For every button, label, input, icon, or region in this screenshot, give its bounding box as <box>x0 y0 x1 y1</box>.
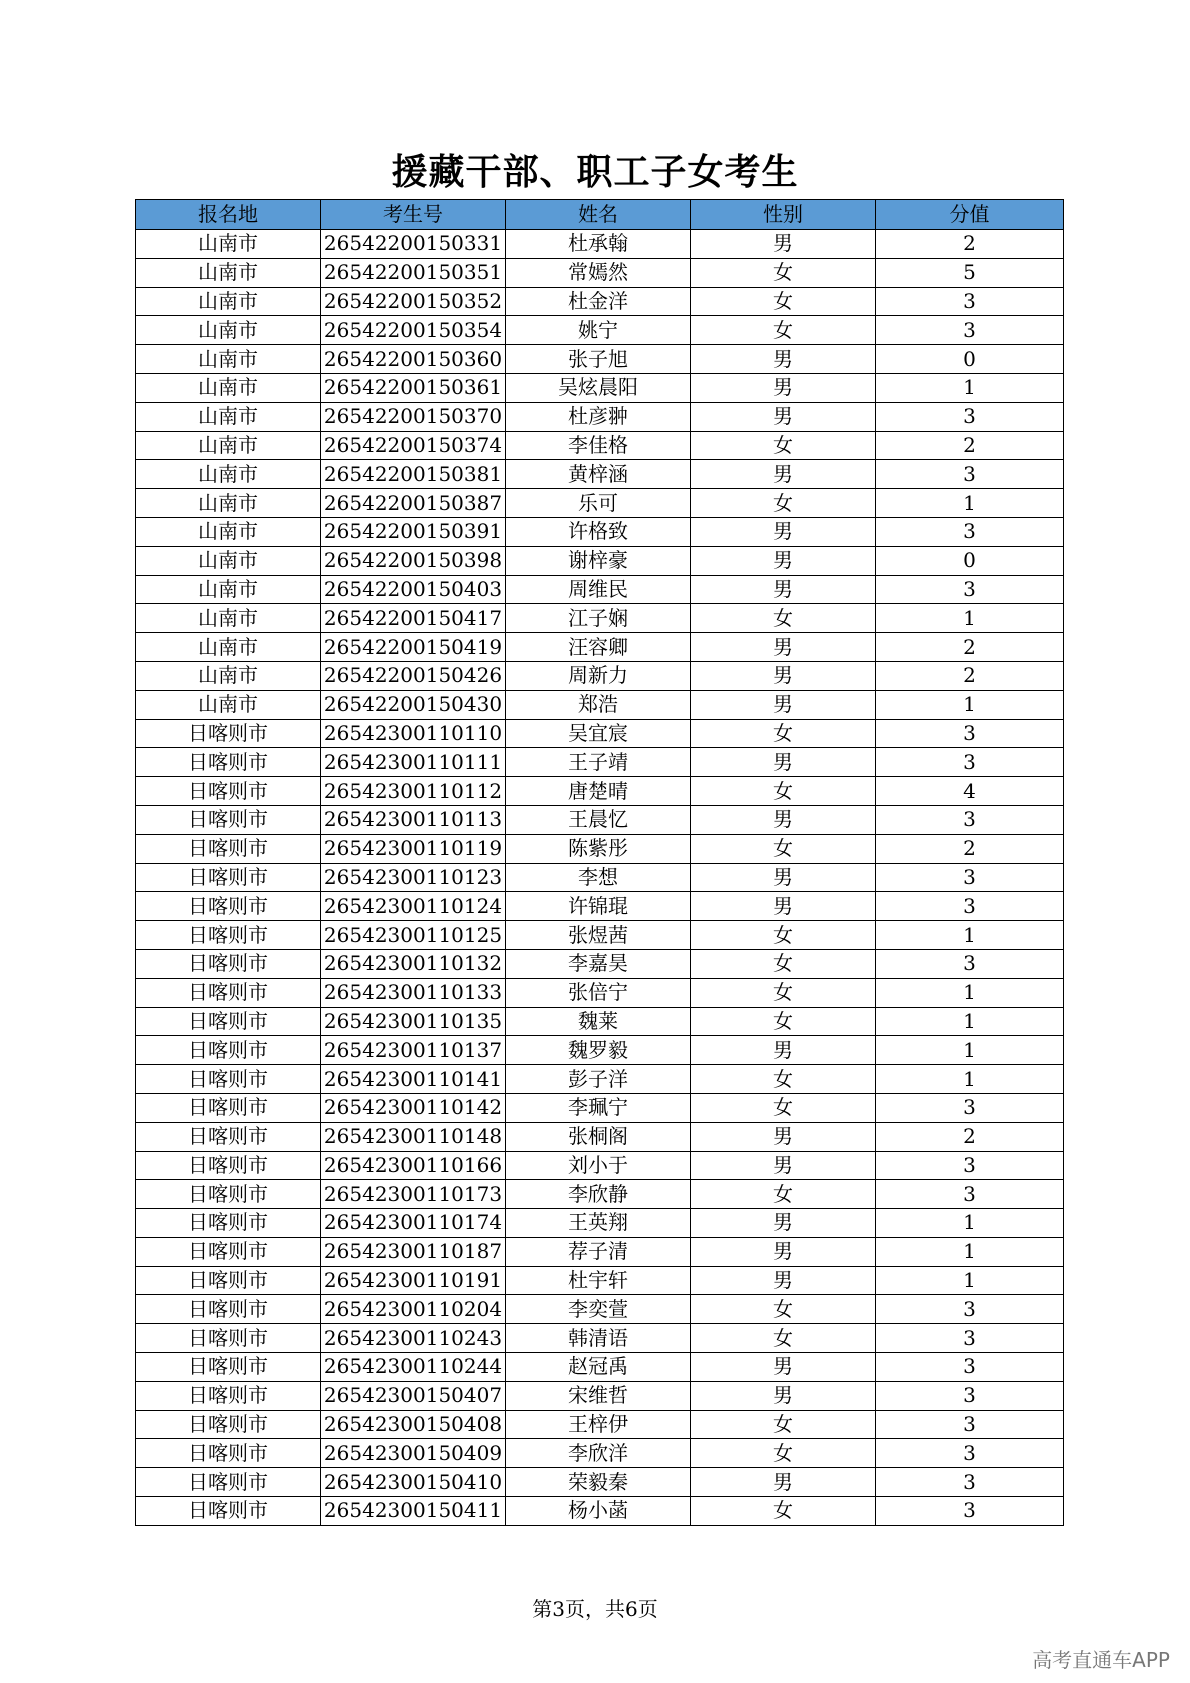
cell-registration-place: 日喀则市 <box>136 1237 321 1266</box>
cell-name: 杜承翰 <box>506 230 691 259</box>
table-row <box>136 575 1064 604</box>
cell-score: 3 <box>876 949 1064 978</box>
cell-gender: 男 <box>691 345 876 374</box>
cell-registration-place: 日喀则市 <box>136 1381 321 1410</box>
table-row <box>136 1007 1064 1036</box>
table-row <box>136 805 1064 834</box>
cell-registration-place: 山南市 <box>136 460 321 489</box>
cell-gender: 女 <box>691 921 876 950</box>
cell-candidate-number: 26542300110174 <box>321 1209 506 1238</box>
table-row <box>136 345 1064 374</box>
cell-score: 3 <box>876 748 1064 777</box>
cell-registration-place: 山南市 <box>136 604 321 633</box>
cell-name: 王晨忆 <box>506 805 691 834</box>
cell-candidate-number: 26542300110137 <box>321 1036 506 1065</box>
cell-gender: 女 <box>691 258 876 287</box>
cell-name: 杜金洋 <box>506 287 691 316</box>
cell-registration-place: 山南市 <box>136 690 321 719</box>
cell-score: 3 <box>876 575 1064 604</box>
cell-gender: 男 <box>691 1381 876 1410</box>
table-row <box>136 1151 1064 1180</box>
table-row <box>136 748 1064 777</box>
cell-registration-place: 日喀则市 <box>136 1209 321 1238</box>
cell-registration-place: 日喀则市 <box>136 978 321 1007</box>
table-row <box>136 402 1064 431</box>
cell-registration-place: 山南市 <box>136 517 321 546</box>
table-row <box>136 1036 1064 1065</box>
cell-registration-place: 日喀则市 <box>136 1151 321 1180</box>
table-row <box>136 1180 1064 1209</box>
cell-candidate-number: 26542300110166 <box>321 1151 506 1180</box>
cell-gender: 男 <box>691 460 876 489</box>
cell-candidate-number: 26542200150351 <box>321 258 506 287</box>
table-row <box>136 546 1064 575</box>
cell-name: 魏莱 <box>506 1007 691 1036</box>
cell-name: 张桐阁 <box>506 1122 691 1151</box>
cell-score: 3 <box>876 1381 1064 1410</box>
cell-registration-place: 日喀则市 <box>136 1036 321 1065</box>
cell-score: 1 <box>876 1237 1064 1266</box>
candidate-table <box>135 199 1064 1526</box>
cell-score: 1 <box>876 690 1064 719</box>
cell-candidate-number: 26542300110244 <box>321 1353 506 1382</box>
cell-candidate-number: 26542300110204 <box>321 1295 506 1324</box>
cell-registration-place: 日喀则市 <box>136 1266 321 1295</box>
cell-name: 江子娴 <box>506 604 691 633</box>
table-row <box>136 633 1064 662</box>
cell-name: 吴宜宸 <box>506 719 691 748</box>
table-row <box>136 661 1064 690</box>
column-header-candidate-number: 考生号 <box>321 200 506 230</box>
cell-gender: 男 <box>691 402 876 431</box>
cell-name: 韩清语 <box>506 1324 691 1353</box>
cell-gender: 男 <box>691 661 876 690</box>
cell-registration-place: 日喀则市 <box>136 834 321 863</box>
cell-score: 1 <box>876 373 1064 402</box>
cell-registration-place: 山南市 <box>136 546 321 575</box>
cell-registration-place: 日喀则市 <box>136 777 321 806</box>
cell-candidate-number: 26542200150398 <box>321 546 506 575</box>
cell-score: 3 <box>876 402 1064 431</box>
cell-score: 1 <box>876 1065 1064 1094</box>
cell-gender: 女 <box>691 604 876 633</box>
cell-registration-place: 日喀则市 <box>136 1180 321 1209</box>
cell-name: 刘小于 <box>506 1151 691 1180</box>
cell-score: 2 <box>876 633 1064 662</box>
table-row <box>136 604 1064 633</box>
cell-registration-place: 山南市 <box>136 287 321 316</box>
cell-gender: 男 <box>691 230 876 259</box>
table-row <box>136 460 1064 489</box>
cell-score: 2 <box>876 834 1064 863</box>
cell-gender: 女 <box>691 1439 876 1468</box>
table-header-row <box>136 200 1064 230</box>
watermark: 高考直通车APP <box>1032 1648 1170 1672</box>
cell-gender: 女 <box>691 1065 876 1094</box>
cell-registration-place: 日喀则市 <box>136 1439 321 1468</box>
cell-name: 张子旭 <box>506 345 691 374</box>
cell-name: 李珮宁 <box>506 1093 691 1122</box>
cell-score: 1 <box>876 1209 1064 1238</box>
cell-score: 3 <box>876 316 1064 345</box>
cell-candidate-number: 26542300110112 <box>321 777 506 806</box>
cell-name: 张倍宁 <box>506 978 691 1007</box>
table-row <box>136 373 1064 402</box>
cell-score: 2 <box>876 431 1064 460</box>
cell-candidate-number: 26542300110187 <box>321 1237 506 1266</box>
table-row <box>136 1093 1064 1122</box>
cell-name: 荐子清 <box>506 1237 691 1266</box>
cell-score: 3 <box>876 1497 1064 1526</box>
table-row <box>136 258 1064 287</box>
cell-name: 彭子洋 <box>506 1065 691 1094</box>
cell-name: 李欣洋 <box>506 1439 691 1468</box>
cell-name: 荣毅秦 <box>506 1468 691 1497</box>
cell-name: 张煜茜 <box>506 921 691 950</box>
cell-registration-place: 日喀则市 <box>136 1324 321 1353</box>
cell-name: 李想 <box>506 863 691 892</box>
cell-registration-place: 日喀则市 <box>136 1410 321 1439</box>
cell-score: 3 <box>876 719 1064 748</box>
cell-registration-place: 山南市 <box>136 258 321 287</box>
cell-score: 3 <box>876 1093 1064 1122</box>
cell-name: 周维民 <box>506 575 691 604</box>
table-row <box>136 1381 1064 1410</box>
cell-score: 2 <box>876 230 1064 259</box>
cell-score: 3 <box>876 1324 1064 1353</box>
table-row <box>136 921 1064 950</box>
cell-score: 1 <box>876 1266 1064 1295</box>
table-row <box>136 1065 1064 1094</box>
cell-candidate-number: 26542200150430 <box>321 690 506 719</box>
cell-candidate-number: 26542200150352 <box>321 287 506 316</box>
cell-score: 3 <box>876 517 1064 546</box>
cell-name: 汪容卿 <box>506 633 691 662</box>
cell-registration-place: 山南市 <box>136 633 321 662</box>
cell-name: 许锦琨 <box>506 892 691 921</box>
cell-candidate-number: 26542200150387 <box>321 489 506 518</box>
cell-gender: 男 <box>691 748 876 777</box>
cell-registration-place: 日喀则市 <box>136 949 321 978</box>
cell-name: 李欣静 <box>506 1180 691 1209</box>
cell-score: 1 <box>876 604 1064 633</box>
cell-registration-place: 日喀则市 <box>136 1295 321 1324</box>
cell-candidate-number: 26542300110148 <box>321 1122 506 1151</box>
table-row <box>136 287 1064 316</box>
cell-gender: 男 <box>691 863 876 892</box>
table-row <box>136 1209 1064 1238</box>
table-row <box>136 1324 1064 1353</box>
cell-name: 姚宁 <box>506 316 691 345</box>
cell-candidate-number: 26542300150407 <box>321 1381 506 1410</box>
cell-gender: 女 <box>691 431 876 460</box>
cell-candidate-number: 26542300110142 <box>321 1093 506 1122</box>
cell-score: 3 <box>876 1468 1064 1497</box>
cell-candidate-number: 26542200150391 <box>321 517 506 546</box>
cell-registration-place: 山南市 <box>136 345 321 374</box>
cell-score: 4 <box>876 777 1064 806</box>
cell-score: 3 <box>876 805 1064 834</box>
table-row <box>136 1468 1064 1497</box>
cell-registration-place: 日喀则市 <box>136 719 321 748</box>
cell-registration-place: 山南市 <box>136 431 321 460</box>
cell-candidate-number: 26542200150360 <box>321 345 506 374</box>
cell-name: 李奕萱 <box>506 1295 691 1324</box>
table-row <box>136 1122 1064 1151</box>
column-header-registration-place: 报名地 <box>136 200 321 230</box>
cell-registration-place: 日喀则市 <box>136 748 321 777</box>
table-row <box>136 316 1064 345</box>
cell-name: 王梓伊 <box>506 1410 691 1439</box>
cell-score: 3 <box>876 1180 1064 1209</box>
cell-candidate-number: 26542200150374 <box>321 431 506 460</box>
table-row <box>136 230 1064 259</box>
table-row <box>136 1295 1064 1324</box>
cell-gender: 男 <box>691 1237 876 1266</box>
table-row <box>136 719 1064 748</box>
cell-candidate-number: 26542300110191 <box>321 1266 506 1295</box>
table-body <box>136 230 1064 1526</box>
cell-registration-place: 日喀则市 <box>136 805 321 834</box>
cell-gender: 男 <box>691 1468 876 1497</box>
cell-gender: 男 <box>691 690 876 719</box>
cell-score: 3 <box>876 863 1064 892</box>
cell-gender: 女 <box>691 1410 876 1439</box>
cell-gender: 男 <box>691 1353 876 1382</box>
cell-candidate-number: 26542300110173 <box>321 1180 506 1209</box>
table-row <box>136 1266 1064 1295</box>
table-row <box>136 1439 1064 1468</box>
cell-candidate-number: 26542300110125 <box>321 921 506 950</box>
cell-score: 0 <box>876 546 1064 575</box>
cell-candidate-number: 26542200150419 <box>321 633 506 662</box>
cell-score: 1 <box>876 1036 1064 1065</box>
cell-score: 1 <box>876 489 1064 518</box>
cell-gender: 男 <box>691 517 876 546</box>
cell-score: 5 <box>876 258 1064 287</box>
cell-gender: 男 <box>691 575 876 604</box>
cell-candidate-number: 26542200150370 <box>321 402 506 431</box>
cell-candidate-number: 26542300110111 <box>321 748 506 777</box>
cell-candidate-number: 26542300110135 <box>321 1007 506 1036</box>
table-row <box>136 1497 1064 1526</box>
cell-registration-place: 山南市 <box>136 373 321 402</box>
table-row <box>136 892 1064 921</box>
cell-gender: 女 <box>691 834 876 863</box>
page-number: 第3页，共6页 <box>532 1597 658 1621</box>
cell-registration-place: 日喀则市 <box>136 1353 321 1382</box>
cell-registration-place: 日喀则市 <box>136 1122 321 1151</box>
cell-registration-place: 山南市 <box>136 230 321 259</box>
cell-score: 3 <box>876 1410 1064 1439</box>
cell-name: 杜宇轩 <box>506 1266 691 1295</box>
cell-gender: 男 <box>691 1036 876 1065</box>
cell-registration-place: 日喀则市 <box>136 1093 321 1122</box>
cell-gender: 女 <box>691 1295 876 1324</box>
table-row <box>136 517 1064 546</box>
cell-name: 郑浩 <box>506 690 691 719</box>
cell-name: 杜彦翀 <box>506 402 691 431</box>
table-row <box>136 863 1064 892</box>
cell-name: 王英翔 <box>506 1209 691 1238</box>
cell-candidate-number: 26542200150354 <box>321 316 506 345</box>
cell-name: 陈紫彤 <box>506 834 691 863</box>
table-row <box>136 1410 1064 1439</box>
cell-score: 1 <box>876 978 1064 1007</box>
cell-candidate-number: 26542300110110 <box>321 719 506 748</box>
cell-registration-place: 日喀则市 <box>136 921 321 950</box>
cell-score: 3 <box>876 1439 1064 1468</box>
cell-candidate-number: 26542300110113 <box>321 805 506 834</box>
cell-score: 3 <box>876 1353 1064 1382</box>
cell-candidate-number: 26542200150403 <box>321 575 506 604</box>
cell-score: 3 <box>876 892 1064 921</box>
table-row <box>136 949 1064 978</box>
cell-name: 黄梓涵 <box>506 460 691 489</box>
cell-name: 魏罗毅 <box>506 1036 691 1065</box>
cell-candidate-number: 26542200150426 <box>321 661 506 690</box>
table-row <box>136 1237 1064 1266</box>
cell-candidate-number: 26542300150411 <box>321 1497 506 1526</box>
cell-gender: 男 <box>691 892 876 921</box>
cell-registration-place: 山南市 <box>136 316 321 345</box>
cell-name: 常嫣然 <box>506 258 691 287</box>
cell-registration-place: 日喀则市 <box>136 1468 321 1497</box>
table-row <box>136 431 1064 460</box>
cell-registration-place: 日喀则市 <box>136 863 321 892</box>
cell-score: 1 <box>876 921 1064 950</box>
cell-gender: 女 <box>691 719 876 748</box>
cell-gender: 女 <box>691 1007 876 1036</box>
cell-name: 王子靖 <box>506 748 691 777</box>
cell-name: 李嘉昊 <box>506 949 691 978</box>
column-header-gender: 性别 <box>691 200 876 230</box>
cell-name: 谢梓豪 <box>506 546 691 575</box>
cell-registration-place: 山南市 <box>136 402 321 431</box>
cell-registration-place: 日喀则市 <box>136 1497 321 1526</box>
cell-score: 0 <box>876 345 1064 374</box>
cell-gender: 女 <box>691 1093 876 1122</box>
cell-gender: 女 <box>691 1180 876 1209</box>
cell-gender: 男 <box>691 1122 876 1151</box>
cell-registration-place: 日喀则市 <box>136 892 321 921</box>
cell-candidate-number: 26542200150331 <box>321 230 506 259</box>
table-row <box>136 1353 1064 1382</box>
table-row <box>136 777 1064 806</box>
cell-score: 3 <box>876 287 1064 316</box>
cell-name: 周新力 <box>506 661 691 690</box>
cell-gender: 女 <box>691 777 876 806</box>
cell-score: 3 <box>876 460 1064 489</box>
cell-score: 2 <box>876 1122 1064 1151</box>
cell-name: 唐楚晴 <box>506 777 691 806</box>
cell-registration-place: 山南市 <box>136 489 321 518</box>
cell-candidate-number: 26542300110141 <box>321 1065 506 1094</box>
cell-candidate-number: 26542300150408 <box>321 1410 506 1439</box>
table-row <box>136 489 1064 518</box>
cell-registration-place: 日喀则市 <box>136 1007 321 1036</box>
cell-gender: 女 <box>691 489 876 518</box>
cell-gender: 男 <box>691 546 876 575</box>
cell-score: 3 <box>876 1151 1064 1180</box>
column-header-score: 分值 <box>876 200 1064 230</box>
cell-name: 杨小菡 <box>506 1497 691 1526</box>
cell-gender: 男 <box>691 633 876 662</box>
cell-name: 宋维哲 <box>506 1381 691 1410</box>
cell-candidate-number: 26542300110243 <box>321 1324 506 1353</box>
cell-score: 1 <box>876 1007 1064 1036</box>
cell-name: 许格致 <box>506 517 691 546</box>
table-row <box>136 834 1064 863</box>
cell-candidate-number: 26542300110124 <box>321 892 506 921</box>
cell-candidate-number: 26542300110123 <box>321 863 506 892</box>
cell-registration-place: 日喀则市 <box>136 1065 321 1094</box>
cell-score: 2 <box>876 661 1064 690</box>
cell-gender: 男 <box>691 805 876 834</box>
page-title: 援藏干部、职工子女考生 <box>391 151 799 193</box>
cell-gender: 女 <box>691 316 876 345</box>
cell-gender: 男 <box>691 1209 876 1238</box>
cell-candidate-number: 26542300150410 <box>321 1468 506 1497</box>
cell-score: 3 <box>876 1295 1064 1324</box>
cell-gender: 女 <box>691 978 876 1007</box>
cell-candidate-number: 26542300110133 <box>321 978 506 1007</box>
table-row <box>136 690 1064 719</box>
cell-gender: 女 <box>691 287 876 316</box>
cell-gender: 男 <box>691 1266 876 1295</box>
cell-gender: 女 <box>691 1324 876 1353</box>
cell-candidate-number: 26542300150409 <box>321 1439 506 1468</box>
cell-candidate-number: 26542200150417 <box>321 604 506 633</box>
cell-candidate-number: 26542200150381 <box>321 460 506 489</box>
cell-name: 乐可 <box>506 489 691 518</box>
cell-gender: 女 <box>691 949 876 978</box>
cell-candidate-number: 26542300110132 <box>321 949 506 978</box>
cell-name: 吴炫晨阳 <box>506 373 691 402</box>
cell-gender: 男 <box>691 1151 876 1180</box>
cell-name: 李佳格 <box>506 431 691 460</box>
cell-registration-place: 山南市 <box>136 575 321 604</box>
cell-registration-place: 山南市 <box>136 661 321 690</box>
cell-gender: 女 <box>691 1497 876 1526</box>
cell-gender: 男 <box>691 373 876 402</box>
table-row <box>136 978 1064 1007</box>
column-header-name: 姓名 <box>506 200 691 230</box>
cell-name: 赵冠禹 <box>506 1353 691 1382</box>
cell-candidate-number: 26542200150361 <box>321 373 506 402</box>
cell-candidate-number: 26542300110119 <box>321 834 506 863</box>
